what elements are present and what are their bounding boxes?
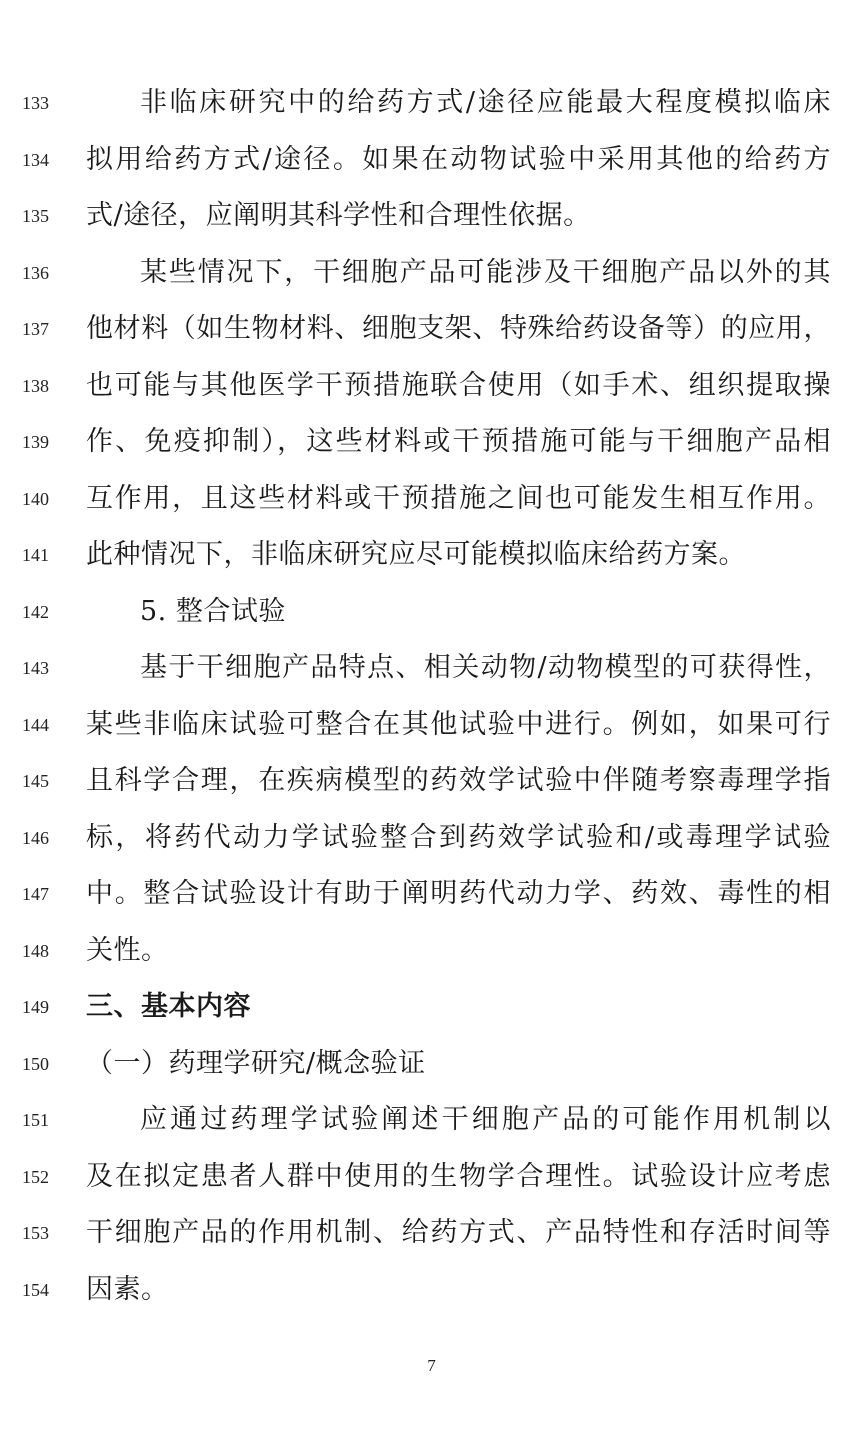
text-line [0, 987, 863, 1027]
line-number: 134 [22, 150, 49, 170]
text-line [0, 592, 863, 632]
line-text: 此种情况下，非临床研究应尽可能模拟临床给药方案。 [86, 539, 746, 570]
text-line [0, 253, 863, 293]
text-line [0, 931, 863, 971]
line-number: 138 [22, 376, 49, 396]
line-number: 151 [22, 1110, 49, 1130]
text-line [0, 479, 863, 519]
line-text: 应通过药理学试验阐述干细胞产品的可能作用机制以 [140, 1104, 831, 1135]
line-number: 140 [22, 489, 49, 509]
line-number: 150 [22, 1054, 49, 1074]
text-line [0, 1044, 863, 1084]
line-text: 拟用给药方式/途径。如果在动物试验中采用其他的给药方 [86, 144, 831, 175]
line-number: 141 [22, 545, 49, 565]
text-line [0, 1157, 863, 1197]
line-text: 作、免疫抑制），这些材料或干预措施可能与干细胞产品相 [86, 426, 831, 457]
line-number: 133 [22, 93, 49, 113]
text-line [0, 140, 863, 180]
line-text: 非临床研究中的给药方式/途径应能最大程度模拟临床 [140, 87, 831, 118]
line-text: 也可能与其他医学干预措施联合使用（如手术、组织提取操 [86, 370, 831, 401]
line-text: 互作用，且这些材料或干预措施之间也可能发生相互作用。 [86, 483, 831, 514]
line-text: 及在拟定患者人群中使用的生物学合理性。试验设计应考虑 [86, 1161, 831, 1192]
line-number: 139 [22, 432, 49, 452]
text-line [0, 874, 863, 914]
text-line [0, 1270, 863, 1310]
text-line [0, 1213, 863, 1253]
text-line [0, 761, 863, 801]
text-line [0, 309, 863, 349]
text-line [0, 1100, 863, 1140]
text-line [0, 705, 863, 745]
section-heading: 三、基本内容 [86, 991, 251, 1022]
line-text: 中。整合试验设计有助于阐明药代动力学、药效、毒性的相 [86, 878, 831, 909]
line-text: 式/途径，应阐明其科学性和合理性依据。 [86, 200, 591, 231]
text-line [0, 818, 863, 858]
section-heading: 5. 整合试验 [140, 596, 286, 627]
text-line [0, 196, 863, 236]
line-text: 他材料（如生物材料、细胞支架、特殊给药设备等）的应用， [86, 313, 831, 344]
line-number: 153 [22, 1223, 49, 1243]
text-line [0, 422, 863, 462]
line-number: 148 [22, 941, 49, 961]
line-text: 且科学合理，在疾病模型的药效学试验中伴随考察毒理学指 [86, 765, 831, 796]
line-text: 干细胞产品的作用机制、给药方式、产品特性和存活时间等 [86, 1217, 831, 1248]
line-number: 154 [22, 1280, 49, 1300]
text-line [0, 366, 863, 406]
line-number: 142 [22, 602, 49, 622]
line-text: 关性。 [86, 935, 169, 966]
line-number: 137 [22, 319, 49, 339]
text-line [0, 83, 863, 123]
line-number: 152 [22, 1167, 49, 1187]
line-number: 145 [22, 771, 49, 791]
line-text: 基于干细胞产品特点、相关动物/动物模型的可获得性， [140, 652, 831, 683]
line-text: 因素。 [86, 1274, 169, 1305]
line-number: 149 [22, 997, 49, 1017]
line-number: 135 [22, 206, 49, 226]
line-text: 标，将药代动力学试验整合到药效学试验和/或毒理学试验 [86, 822, 831, 853]
line-number: 146 [22, 828, 49, 848]
line-text: 某些非临床试验可整合在其他试验中进行。例如，如果可行 [86, 709, 831, 740]
line-number: 143 [22, 658, 49, 678]
text-line [0, 648, 863, 688]
line-number: 147 [22, 884, 49, 904]
line-number: 144 [22, 715, 49, 735]
text-line [0, 535, 863, 575]
page-number: 7 [427, 1356, 436, 1375]
line-text: 某些情况下，干细胞产品可能涉及干细胞产品以外的其 [140, 257, 831, 288]
line-number: 136 [22, 263, 49, 283]
subsection-heading: （一）药理学研究/概念验证 [86, 1048, 426, 1079]
